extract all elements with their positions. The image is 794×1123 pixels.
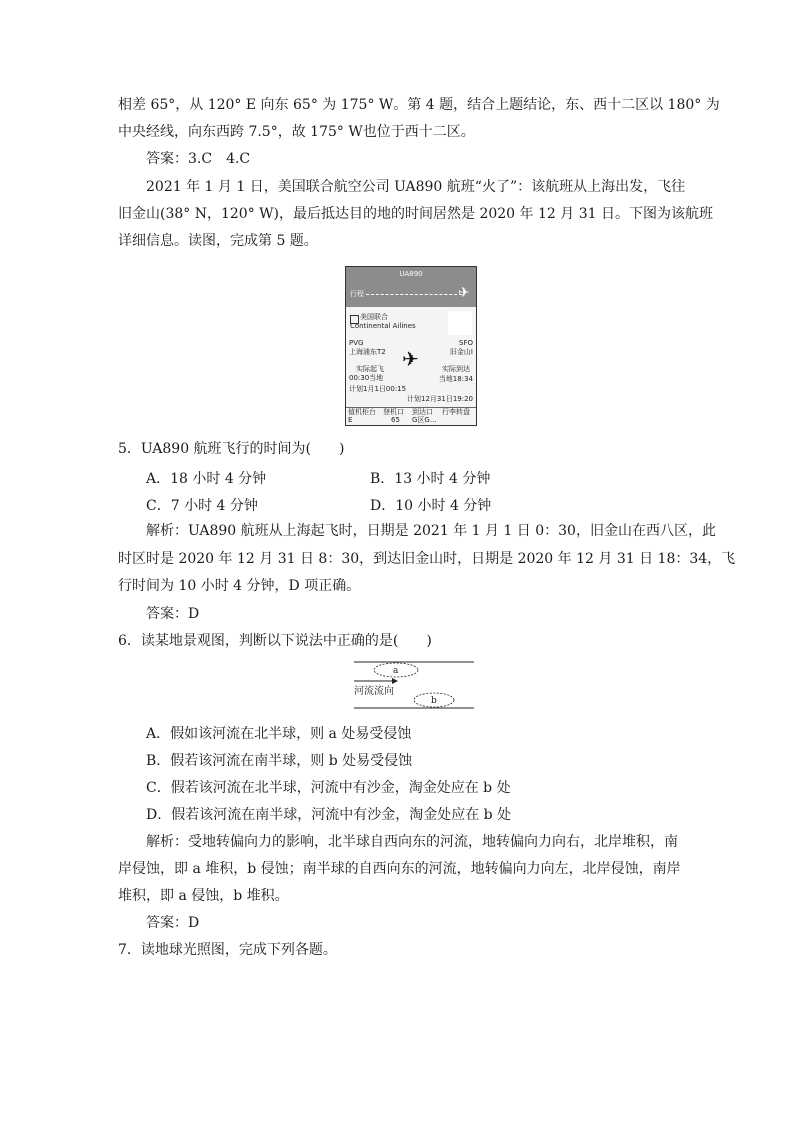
flight-number: UA890: [399, 270, 423, 278]
departure-code: PVG: [349, 339, 364, 347]
blank-box: [448, 311, 472, 335]
option-6b: B．假若该河流在南半球，则 b 处易受侵蚀: [146, 753, 413, 769]
option-5b: B．13 小时 4 分钟: [370, 471, 491, 487]
gate-value: 65: [391, 416, 400, 424]
arrival-exit-value: G区G...: [412, 416, 437, 424]
scheduled-departure: 计划1月1日00:15: [349, 385, 407, 393]
flow-arrow-icon: [392, 678, 398, 684]
text-line: 中央经线，向东西跨 7.5°，故 175° W也位于西十二区。: [118, 124, 475, 140]
explanation-6: 堆积，即 a 侵蚀，b 堆积。: [118, 888, 289, 904]
option-5a: A．18 小时 4 分钟: [146, 471, 267, 487]
option-5d: D．10 小时 4 分钟: [370, 498, 492, 514]
flight-card-header: [346, 267, 476, 307]
departure-name: 上海浦东T2: [349, 348, 386, 356]
arrival-name: 旧金山I: [449, 348, 473, 356]
flight-info-figure: [345, 266, 477, 426]
option-6a: A．假如该河流在北半球，则 a 处易受侵蚀: [146, 726, 412, 742]
departure-label: 实际起飞: [356, 365, 384, 373]
intro-line: 详细信息。读图，完成第 5 题。: [118, 233, 318, 249]
explanation-5: 解析：UA890 航班从上海起飞时，日期是 2021 年 1 月 1 日 0：30，旧金山在西八区，此: [146, 523, 716, 539]
intro-line: 2021 年 1 月 1 日，美国联合航空公司 UA890 航班“火了”：该航班从上海出发，飞往: [146, 179, 686, 195]
answer-q3-q4: 答案：3.C 4.C: [146, 151, 251, 167]
answer-q6: 答案：D: [146, 915, 200, 931]
question-7: 7．读地球光照图，完成下列各题。: [118, 942, 337, 958]
departure-time: 00:30当地: [349, 374, 384, 382]
intro-line: 旧金山(38° N，120° W)，最后抵达目的地的时间居然是 2020 年 12 月 31 日。下图为该航班: [118, 206, 713, 222]
checkin-counter-value: E: [348, 416, 353, 424]
arrival-exit-label: 到达口: [412, 408, 433, 416]
airline-name-cn: 美国联合: [360, 313, 388, 321]
explanation-5: 行时间为 10 小时 4 分钟，D 项正确。: [118, 578, 361, 594]
location-a-label: a: [393, 666, 399, 676]
question-6: 6．读某地景观图，判断以下说法中正确的是( ): [118, 633, 432, 649]
checkin-counter-label: 值机柜台: [348, 408, 376, 416]
route-line: [366, 294, 462, 295]
arrival-code: SFO: [459, 339, 473, 347]
arrival-label: 实际到达: [442, 365, 470, 373]
baggage-belt-label: 行李转盘: [442, 408, 470, 416]
arrival-time: 当地18:34: [438, 375, 473, 383]
river-diagram: [352, 660, 476, 712]
text-line: 相差 65°，从 120° E 向东 65° 为 175° W。第 4 题，结合上题结论，东、西十二区以 180° 为: [118, 97, 720, 113]
explanation-6: 岸侵蚀，即 a 堆积，b 侵蚀；南半球的自西向东的河流，地转偏向力向左，北岸侵蚀，南岸: [118, 861, 681, 877]
airplane-icon: ✈: [458, 285, 470, 301]
explanation-6: 解析：受地转偏向力的影响，北半球自西向东的河流，地转偏向力向右，北岸堆积，南: [146, 834, 678, 850]
answer-q5: 答案：D: [146, 606, 200, 622]
option-5c: C．7 小时 4 分钟: [146, 498, 258, 514]
location-b-label: b: [431, 696, 437, 706]
airplane-icon: ✈: [402, 347, 419, 371]
flow-direction-label: 河流流向: [354, 686, 394, 697]
gate-label: 登机口: [383, 408, 404, 416]
question-5: 5．UA890 航班飞行的时间为( ): [118, 441, 345, 457]
airline-name-en: Continental Ailines: [350, 322, 416, 330]
option-6d: D．假若该河流在南半球，河流中有沙金，淘金处应在 b 处: [146, 807, 512, 823]
scheduled-arrival: 计划12月31日19:20: [407, 395, 473, 403]
itinerary-tag: 行程: [350, 290, 364, 298]
explanation-5: 时区时是 2020 年 12 月 31 日 8：30，到达旧金山时，日期是 2020 年 12 月 31 日 18：34，飞: [118, 551, 736, 567]
option-6c: C．假若该河流在北半球，河流中有沙金，淘金处应在 b 处: [146, 780, 511, 796]
